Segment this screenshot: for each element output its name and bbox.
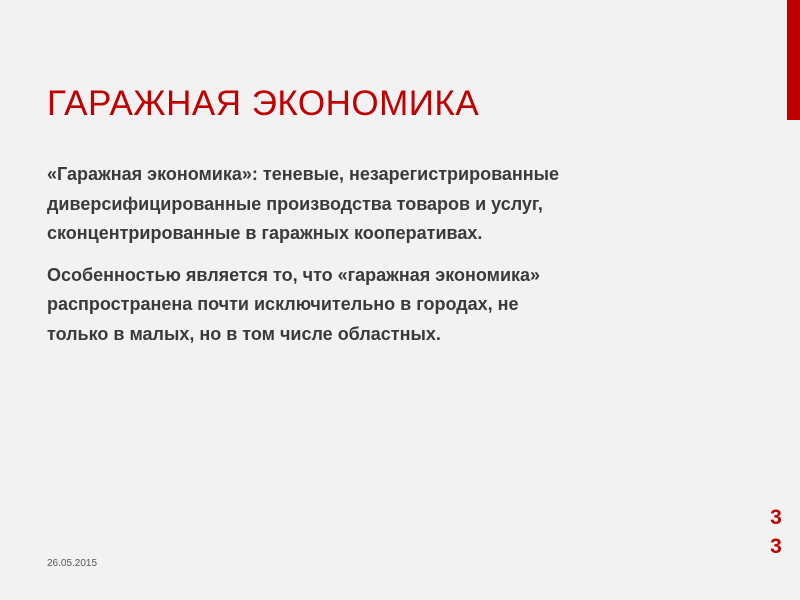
slide-date: 26.05.2015 <box>47 558 98 569</box>
slide-body <box>47 160 737 361</box>
paragraph-definition: «Гаражная экономика»: теневые, незарегистрированные диверсифицированные производства товаров и услуг, сконцентрированные в гаражных кооперативах. <box>47 164 560 243</box>
page-number: 33 <box>770 506 782 558</box>
paragraph-feature: Особенностью является то, что «гаражная экономика» распространена почти исключительно в городах, не только в малых, но в том числе областных. <box>47 264 541 344</box>
accent-bar <box>787 0 800 120</box>
slide-title: ГАРАЖНАЯ ЭКОНОМИКА <box>47 84 480 123</box>
